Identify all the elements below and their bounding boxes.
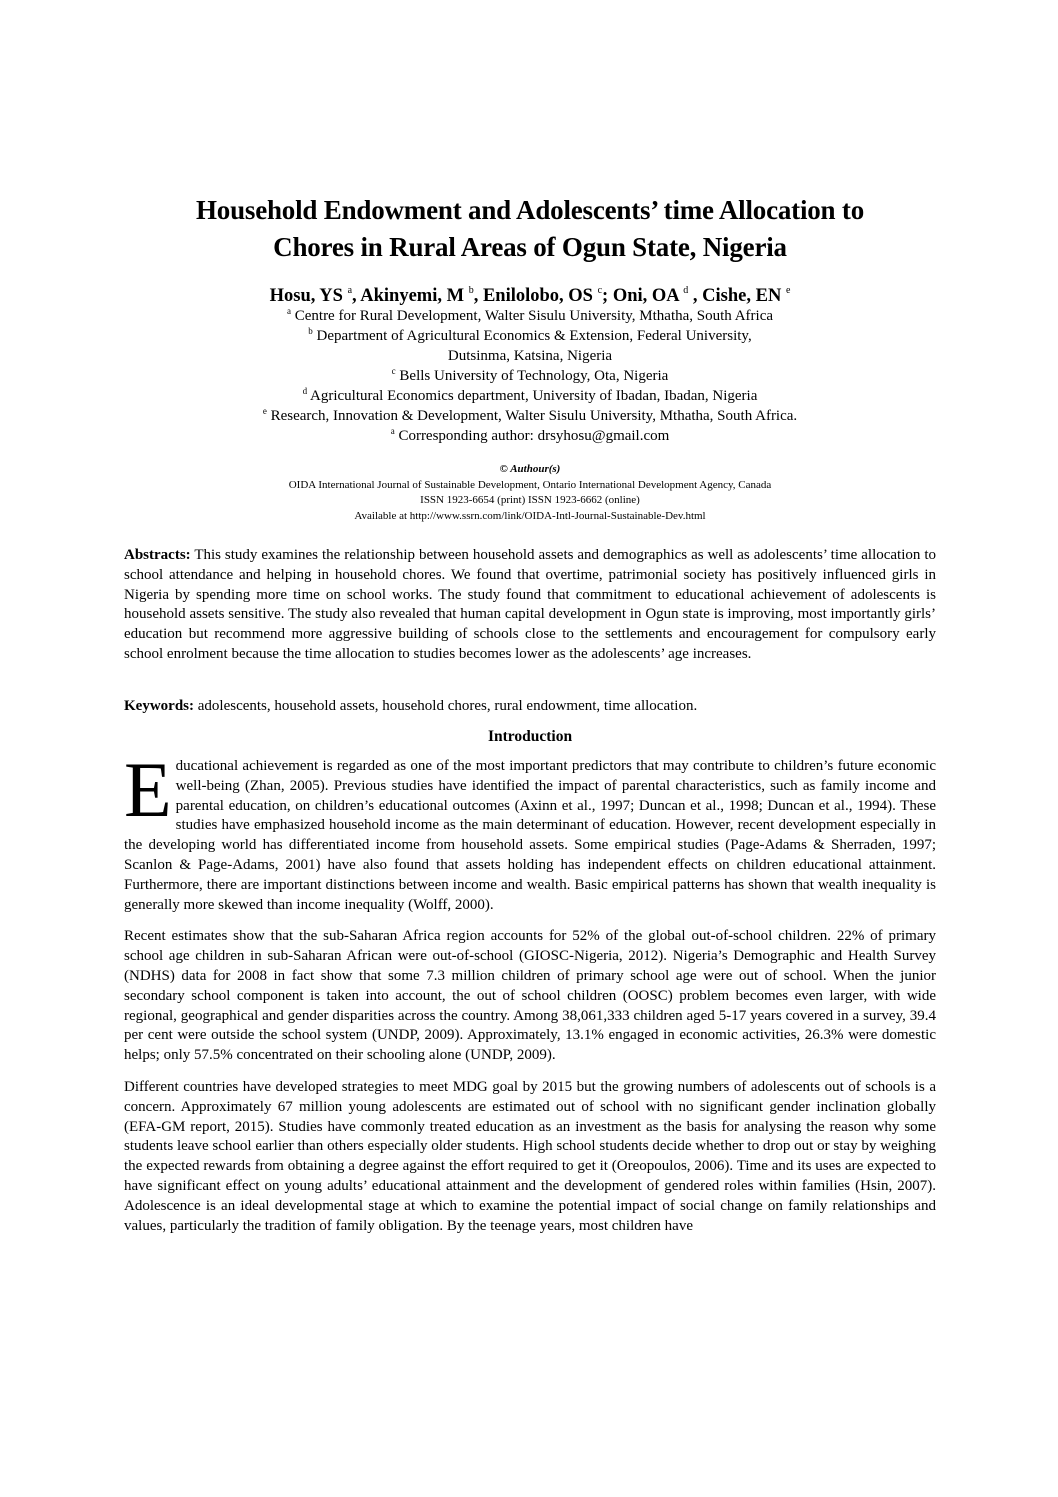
affiliation <box>124 366 936 386</box>
author-list: Hosu, YS $^a$, Akinyemi, M $^b$, Enilolobo, OS $^c$; Oni, OA $^d$ , Cishe, EN $^e$ <box>269 285 791 306</box>
title-line-1: Household Endowment and Adolescents’ time Allocation to <box>195 195 865 225</box>
author-affil-mark: b <box>468 285 474 296</box>
keywords-section <box>124 697 936 729</box>
title-line-2: Chores in Rural Areas of Ogun State, Nigeria <box>273 232 787 262</box>
introduction-body <box>124 746 936 1248</box>
affiliation <box>124 306 936 326</box>
affil-text: Dutsinma, Katsina, Nigeria <box>447 348 613 364</box>
journal-line: OIDA International Journal of Sustainable Development, Ontario International Development Agency, Canada <box>288 478 772 491</box>
copyright-line: © Authour(s) <box>499 463 561 475</box>
introduction-heading: Introduction <box>487 728 573 745</box>
affiliation <box>124 346 936 366</box>
affil-mark: e <box>262 406 267 416</box>
affil-text: Centre for Rural Development, Walter Sisulu University, Mthatha, South Africa <box>294 308 774 324</box>
paragraph-text: ducational achievement is regarded as one of the most important predictors that may contribute to children’s future economic well-being (Zhan, 2005). Previous studies have identified the impact of parental characteristics, such as family income and parental education, on children’s educational outcomes (Axinn et al., 1997; Duncan et al., 1998; Duncan et al., 1994). These studies have emphasized household income as the main determinant of education. However, recent development especially in the developing world has differentiated income from household assets. Some empirical studies (Page-Adams & Sherraden, 1997; Scanlon & Page-Adams, 2001) have also found that assets holding has independent effects on children educational attainment. Furthermore, there are important distinctions between income and wealth. Basic empirical patterns has shown that wealth inequality is generally more skewed than income inequality (Wolff, 2000). <box>124 758 936 913</box>
author-name: Oni, OA <box>612 286 679 306</box>
author-name: Akinyemi, M <box>360 286 465 306</box>
issn-line: ISSN 1923-6654 (print) ISSN 1923-6662 (online) <box>420 494 640 506</box>
affil-text: Research, Innovation & Development, Walter Sisulu University, Mthatha, South Africa. <box>270 408 798 424</box>
author-affil-mark: a <box>347 285 353 296</box>
drop-cap: E <box>124 746 172 833</box>
abstract-section <box>124 546 936 677</box>
abstract-label: Abstracts: <box>124 547 191 563</box>
affil-mark: c <box>391 366 396 376</box>
affil-text: Department of Agricultural Economics & Extension, Federal University, <box>316 328 752 344</box>
affil-mark: b <box>308 326 313 336</box>
affil-mark: a <box>286 306 291 316</box>
author-name: Hosu, YS <box>269 286 343 306</box>
author-affil-mark: d <box>683 285 689 296</box>
affil-text: Bells University of Technology, Ota, Nigeria <box>399 368 669 384</box>
author-affil-mark: e <box>785 285 791 296</box>
publication-info <box>124 462 936 524</box>
author-name: Enilolobo, OS <box>482 286 593 306</box>
keywords-text: adolescents, household assets, household chores, rural endowment, time allocation. <box>194 698 698 714</box>
paragraph: Recent estimates show that the sub-Saharan Africa region accounts for 52% of the global out-of-school children. 22% of primary school age children in sub-Saharan African were out-of-school (GIOSC-Nigeria, 2012). Nigeria’s Demographic and Health Survey (NDHS) data for 2008 in fact show that some 7.3 million children of primary school age were out of school. When the junior secondary school component is taken into account, the out of school children (OOSC) problem becomes even larger, with wide regional, geographical and gender disparities across the country. Among 38,061,333 children aged 5-17 years covered in a survey, 39.4 per cent were outside the school system (UNDP, 2009). Approximately, 13.1% engaged in economic activities, 26.3% were domestic helps; only 57.5% concentrated on their schooling alone (UNDP, 2009). <box>124 928 936 1064</box>
affiliation <box>124 406 936 426</box>
affil-text: Corresponding author: drsyhosu@gmail.com <box>398 428 670 444</box>
paper-title <box>124 192 936 266</box>
author-name: Cishe, EN <box>702 286 782 306</box>
author-affil-mark: c <box>597 285 603 296</box>
paragraph: Different countries have developed strategies to meet MDG goal by 2015 but the growing numbers of adolescents out of schools is a concern. Approximately 67 million young adolescents are estimated out of school with no significant gender inclination globally (EFA-GM report, 2015). Studies have commonly treated education as an investment as the basis for analysing the reason why some students leave school earlier than others especially older students. High school students decide whether to drop out or stay by weighing the expected rewards from obtaining a degree against the effort required to get it (Oreopoulos, 2006). Time and its uses are expected to have significant effect on young adults’ educational attainment and the development of gendered roles within families (Hsin, 2007). Adolescence is an ideal developmental stage at which to examine the potential impact of social change on family relationships and values, particularly the tradition of family obligation. By the teenage years, most children have <box>124 1078 936 1234</box>
keywords-label: Keywords: <box>124 698 194 714</box>
availability-line: Available at http://www.ssrn.com/link/OIDA-Intl-Journal-Sustainable-Dev.html <box>354 509 706 522</box>
affiliation-list <box>124 306 936 446</box>
affiliation <box>124 386 936 406</box>
affil-text: Agricultural Economics department, University of Ibadan, Ibadan, Nigeria <box>310 388 758 404</box>
affiliation <box>124 326 936 346</box>
abstract-text: This study examines the relationship between household assets and demographics as well as adolescents’ time allocation to school attendance and helping in household chores. We found that overtime, patrimonial society has positively influenced girls in Nigeria by spending more time on school works. The study found that commitment to educational achievement of adolescents is household assets sensitive. The study also revealed that human capital development in Ogun state is improving, most importantly girls’ education but recommend more aggressive building of schools close to the settlements and encouragement for compulsory early school enrolment because the time allocation to studies becomes lower as the adolescents’ age increases. <box>124 547 936 662</box>
affil-mark: a <box>390 426 395 436</box>
corresponding-author <box>124 426 936 446</box>
paragraph <box>124 746 936 915</box>
affil-mark: d <box>302 386 308 396</box>
